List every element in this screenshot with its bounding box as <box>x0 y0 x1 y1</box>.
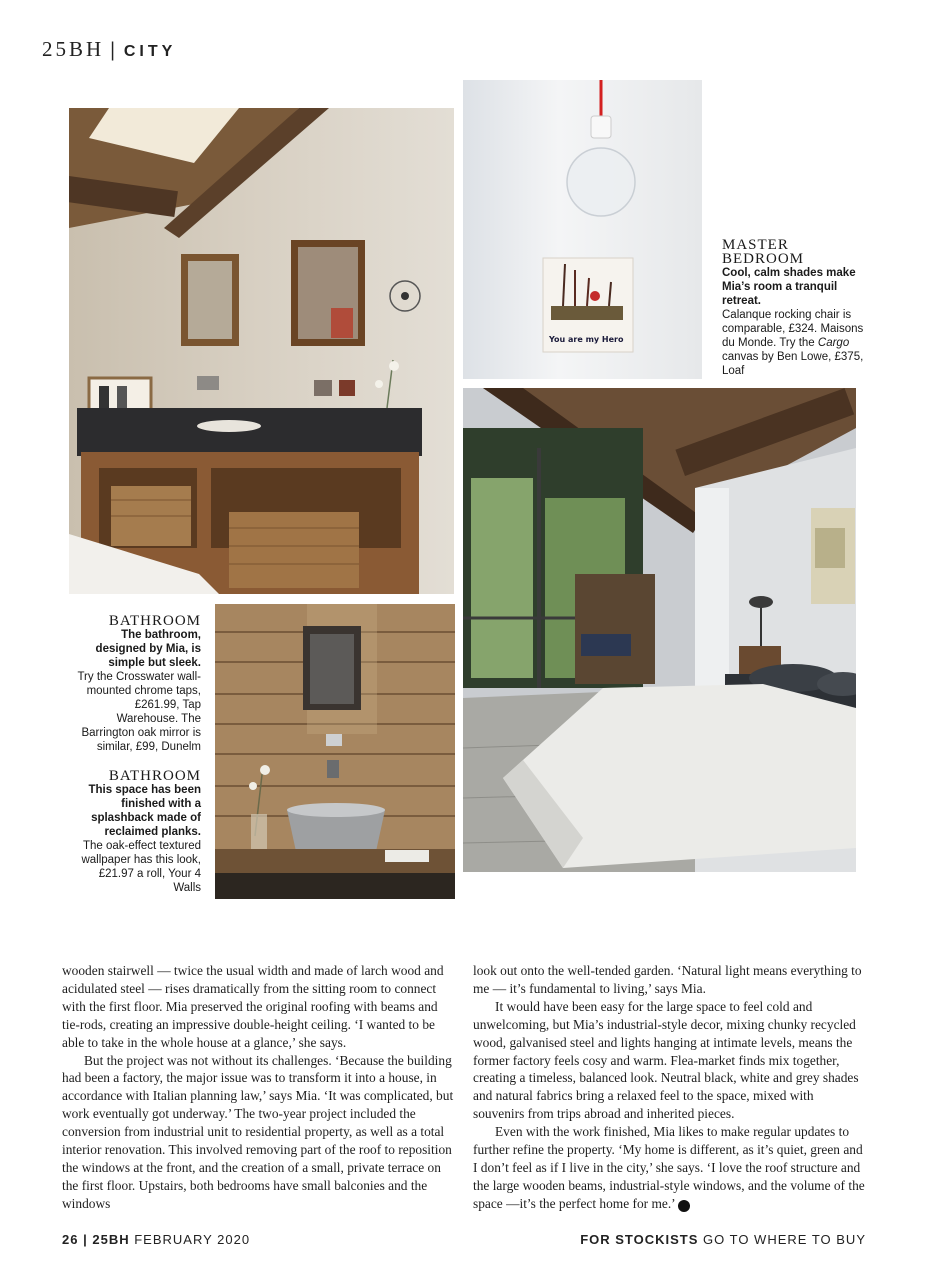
page-number: 26 <box>62 1232 79 1247</box>
article-column-right <box>473 962 867 1213</box>
footer-brand: 25BH <box>92 1232 130 1247</box>
bathroom-caption-1 <box>70 614 201 754</box>
caption-lead: Cool, calm shades make Mia’s room a tranquil retreat. <box>722 267 856 307</box>
caption-title: MASTER BEDROOM <box>722 237 805 267</box>
bathroom-caption-2 <box>70 769 201 895</box>
master-bedroom-caption <box>722 238 870 378</box>
caption-title: BATHROOM <box>108 768 201 784</box>
article-column-left <box>62 962 458 1213</box>
master-bedroom-photo <box>463 388 856 872</box>
footer-stockists <box>580 1232 866 1247</box>
light-bulb-canvas-photo <box>463 80 702 379</box>
section-name: CITY <box>123 43 177 60</box>
end-mark-icon: 25 <box>678 1200 690 1212</box>
magazine-brand: 25BH <box>42 37 105 61</box>
caption-body: The oak-effect textured wallpaper has this look, £21.97 a roll, Your 4 Walls <box>81 840 201 894</box>
article-paragraph: look out onto the well-tended garden. ‘Natural light means everything to me — it’s fundamental to living,’ says Mia. <box>473 963 862 996</box>
plank-splashback-photo <box>215 604 455 899</box>
footer-separator: | <box>83 1232 88 1247</box>
stockists-label: FOR STOCKISTS <box>580 1232 699 1247</box>
caption-lead: This space has been finished with a splashback made of reclaimed planks. <box>88 784 201 838</box>
running-header <box>42 37 176 62</box>
caption-title: BATHROOM <box>108 613 201 629</box>
header-separator: | <box>110 37 118 61</box>
issue-date: FEBRUARY 2020 <box>134 1232 251 1247</box>
caption-lead: The bathroom, designed by Mia, is simple but sleek. <box>95 629 201 669</box>
canvas-artwork-text: You are my Hero <box>549 335 624 344</box>
caption-body: Try the Crosswater wall-mounted chrome taps, £261.99, Tap Warehouse. The Barrington oak mirror is similar, £99, Dunelm <box>77 671 201 753</box>
caption-body: Calanque rocking chair is comparable, £324. Maisons du Monde. Try the Cargo canvas by Ben Lowe, £375, Loaf <box>722 309 864 377</box>
article-paragraph: wooden stairwell — twice the usual width and made of larch wood and acidulated steel — rises dramatically from the sitting room to connect with the first floor. Mia preserved the original roofing with beams and tie-rods, creating an impressive double-height ceiling. ‘I wanted to be able to take in the whole house at a glance,’ she says. <box>62 963 444 1050</box>
bathroom-vanity-photo <box>69 108 454 594</box>
article-paragraph: It would have been easy for the large space to feel cold and unwelcoming, but Mia’s industrial-style decor, mixing chunky recycled wood, galvanised steel and lights hanging at intimate levels, means the former factory feels cosy and warm. Flea-market finds mix together, creating a timeless, balanced look. Neutral black, white and grey shades and natural fabrics bring a relaxed feel to the space, mixed with souvenirs from trips abroad and inherited pieces. <box>473 998 859 1122</box>
footer-folio <box>62 1232 250 1247</box>
article-paragraph-final: Even with the work finished, Mia likes to make regular updates to further refine the property. ‘My home is different, as it’s quiet, green and I don’t feel as if I live in the city,’ she says. ‘I love the roof structure and the large wooden beams, industrial-style windows, and the volume of the space —it’s the perfect home for me.’ 25 <box>473 1124 865 1211</box>
stockists-link-text: GO TO WHERE TO BUY <box>703 1232 866 1247</box>
article-paragraph: But the project was not without its challenges. ‘Because the building had been a factory, the major issue was to transform it into a house, in accordance with Italian planning law,’ says Mia. ‘It was complicated, but work eventually got underway.’ The two-year project included the conversion from industrial unit to residential property, as well as a total interior renovation. This involved removing part of the roof to reposition the windows at the front, and the creation of a small, private terrace on the first floor. Upstairs, both bedrooms have small balconies and the windows <box>62 1052 454 1211</box>
